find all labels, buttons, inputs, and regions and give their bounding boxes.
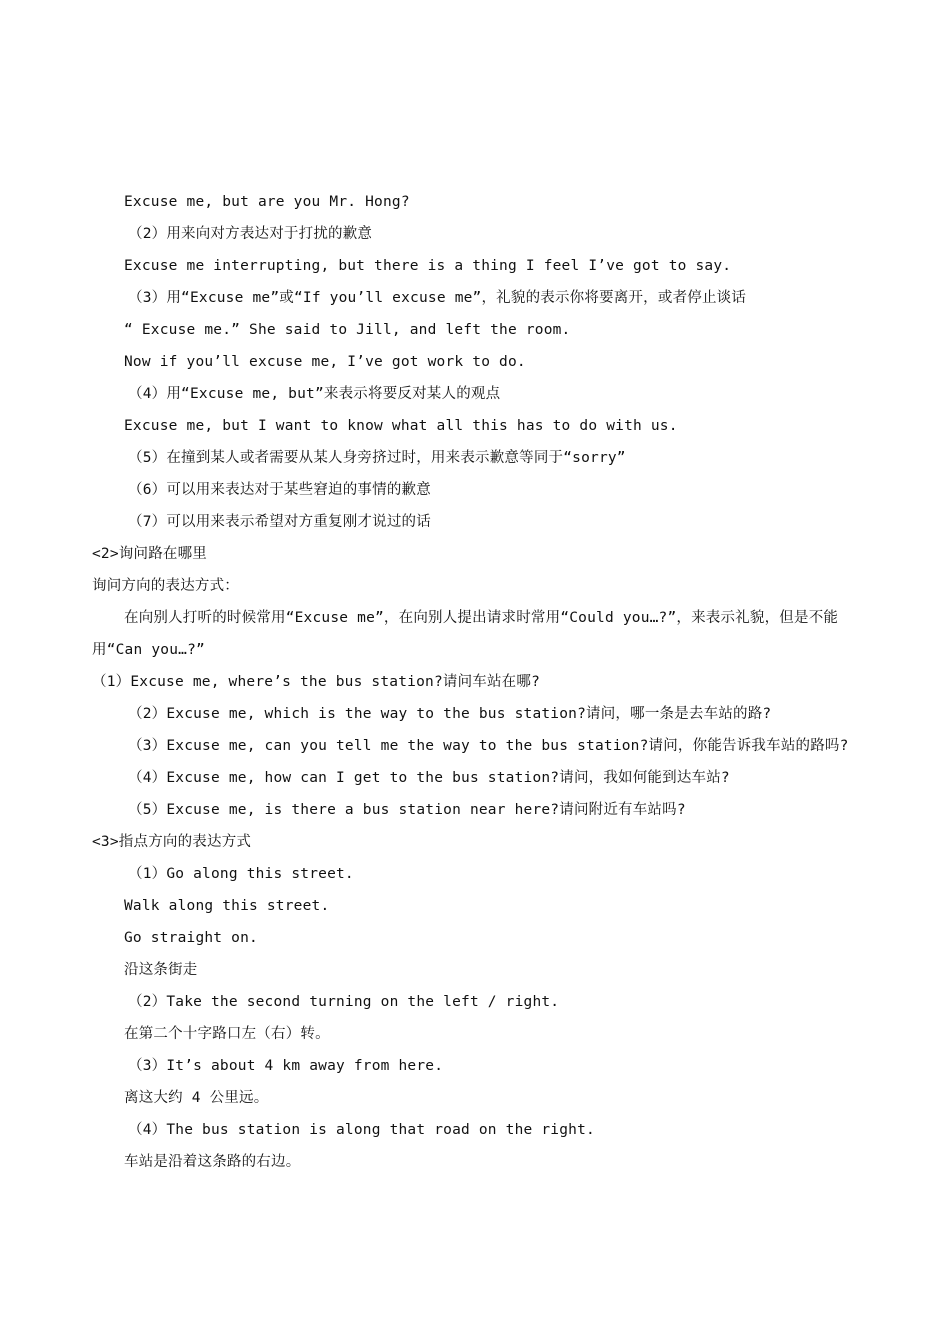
example-sentence: “ Excuse me.” She said to Jill, and left the room. — [124, 322, 571, 338]
direction-phrase-4: （4）The bus station is along that road on the right. — [128, 1122, 595, 1138]
paragraph: 在向别人打听的时候常用“Excuse me”，在向别人提出请求时常用“Could you…?”，来表示礼貌，但是不能用“Can you…?” — [92, 610, 839, 658]
translation: 在第二个十字路口左（右）转。 — [124, 1026, 330, 1042]
usage-point-6: （6）可以用来表达对于某些窘迫的事情的歉意 — [128, 482, 431, 498]
direction-phrase-1: （1）Go along this street. — [128, 866, 354, 882]
direction-question-3: （3）Excuse me, can you tell me the way to the bus station?请问，你能告诉我车站的路吗? — [128, 738, 849, 754]
usage-point-2: （2）用来向对方表达对于打扰的歉意 — [128, 226, 373, 242]
direction-question-1: （1）Excuse me, where’s the bus station?请问车站在哪? — [92, 674, 540, 690]
example-sentence: Excuse me interrupting, but there is a thing I feel I’ve got to say. — [124, 258, 732, 274]
direction-question-2: （2）Excuse me, which is the way to the bus station?请问，哪一条是去车站的路? — [128, 706, 772, 722]
direction-phrase-3: （3）It’s about 4 km away from here. — [128, 1058, 444, 1074]
example-sentence: Excuse me, but are you Mr. Hong? — [124, 194, 410, 210]
example-sentence: Now if you’ll excuse me, I’ve got work to do. — [124, 354, 526, 370]
usage-point-7: （7）可以用来表示希望对方重复刚才说过的话 — [128, 514, 431, 530]
direction-phrase: Go straight on. — [124, 930, 258, 946]
usage-point-3: （3）用“Excuse me”或“If you’ll excuse me”，礼貌的表示你将要离开，或者停止谈话 — [128, 290, 747, 306]
direction-question-5: （5）Excuse me, is there a bus station near here?请问附近有车站吗? — [128, 802, 686, 818]
translation: 沿这条街走 — [124, 962, 198, 978]
section-heading-3: <3>指点方向的表达方式 — [92, 834, 252, 850]
direction-phrase-2: （2）Take the second turning on the left / right. — [128, 994, 560, 1010]
translation: 离这大约 4 公里远。 — [124, 1090, 269, 1106]
direction-phrase: Walk along this street. — [124, 898, 330, 914]
usage-point-5: （5）在撞到某人或者需要从某人身旁挤过时，用来表示歉意等同于“sorry” — [128, 450, 626, 466]
translation: 车站是沿着这条路的右边。 — [124, 1154, 301, 1170]
usage-point-4: （4）用“Excuse me, but”来表示将要反对某人的观点 — [128, 386, 501, 402]
direction-question-4: （4）Excuse me, how can I get to the bus station?请问，我如何能到达车站? — [128, 770, 730, 786]
section-heading-2: <2>询问路在哪里 — [92, 546, 207, 562]
example-sentence: Excuse me, but I want to know what all this has to do with us. — [124, 418, 678, 434]
subheading: 询问方向的表达方式： — [92, 578, 239, 594]
